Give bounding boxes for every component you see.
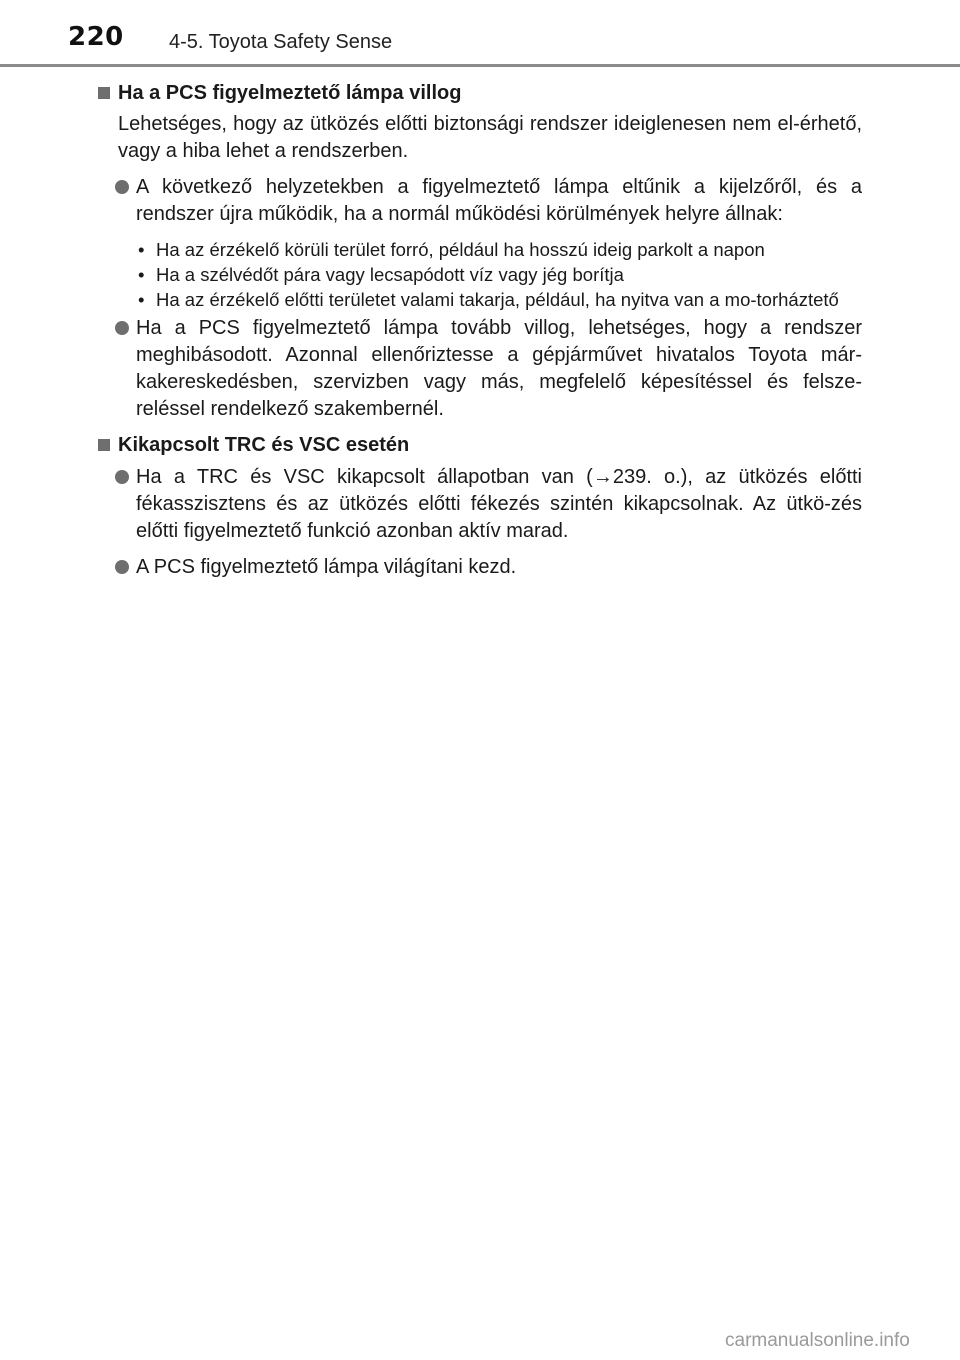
bullet-dot-icon: • [138, 264, 145, 285]
square-bullet-icon [98, 439, 110, 451]
heading-text: Ha a PCS figyelmeztető lámpa villog [118, 82, 462, 104]
circle-bullet-icon [115, 560, 129, 574]
bullet-list [98, 237, 862, 312]
circle-bullet-icon [115, 180, 129, 194]
heading-text: Kikapcsolt TRC és VSC esetén [118, 434, 410, 456]
section-heading-pcs-lamp [98, 80, 862, 107]
bullet-item [98, 262, 862, 287]
bullet-item-text: Ha a szélvédőt pára vagy lecsapódott víz vagy jég borítja [156, 264, 624, 285]
circle-bullet-icon [115, 470, 129, 484]
header-divider [0, 64, 960, 67]
list-item-text: A következő helyzetekben a figyelmeztető lámpa eltűnik a kijelzőről, és a rendszer újra működik, ha a normál működési körülmények helyre állnak: [136, 176, 862, 225]
section-title: 4-5. Toyota Safety Sense [169, 31, 393, 53]
bullet-item-text: Ha az érzékelő előtti területet valami takarja, például, ha nyitva van a mo-torháztető [156, 289, 839, 310]
list-item-text: A PCS figyelmeztető lámpa világítani kezd. [136, 556, 517, 578]
square-bullet-icon [98, 87, 110, 99]
list-item [98, 174, 862, 228]
page-content [98, 78, 862, 581]
watermark-text: carmanualsonline.info [725, 1330, 910, 1351]
circle-bullet-icon [115, 321, 129, 335]
list-item [98, 464, 862, 545]
bullet-dot-icon: • [138, 289, 145, 310]
page-header [0, 0, 960, 66]
bullet-dot-icon: • [138, 239, 145, 260]
bullet-item [98, 237, 862, 262]
bullet-item-text: Ha az érzékelő körüli terület forró, például ha hosszú ideig parkolt a napon [156, 239, 765, 260]
list-item-text: Ha a PCS figyelmeztető lámpa tovább villog, lehetséges, hogy a rendszer meghibásodott. Azonnal ellenőriztesse a gépjárművet hivatalos Toyota már-kakereskedésben, szervizben vagy más, megfelelő képesítéssel és felsze-reléssel rendelkező szakembernél. [136, 317, 862, 420]
intro-paragraph: Lehetséges, hogy az ütközés előtti biztonsági rendszer ideiglenesen nem el-érhető, vagy a hiba lehet a rendszerben. [118, 113, 862, 162]
page-number: 220 [68, 22, 124, 52]
bullet-item [98, 287, 862, 312]
list-item [98, 315, 862, 423]
list-item-text: Ha a TRC és VSC kikapcsolt állapotban van (→239. o.), az ütközés előtti fékasszisztens és az ütközés előtti fékezés szintén kikapcsolnak. Az ütkö-zés előtti figyelmeztető funkció azonban aktív marad. [136, 466, 862, 542]
list-item [98, 554, 862, 581]
section-heading-trc-vsc [98, 432, 862, 459]
